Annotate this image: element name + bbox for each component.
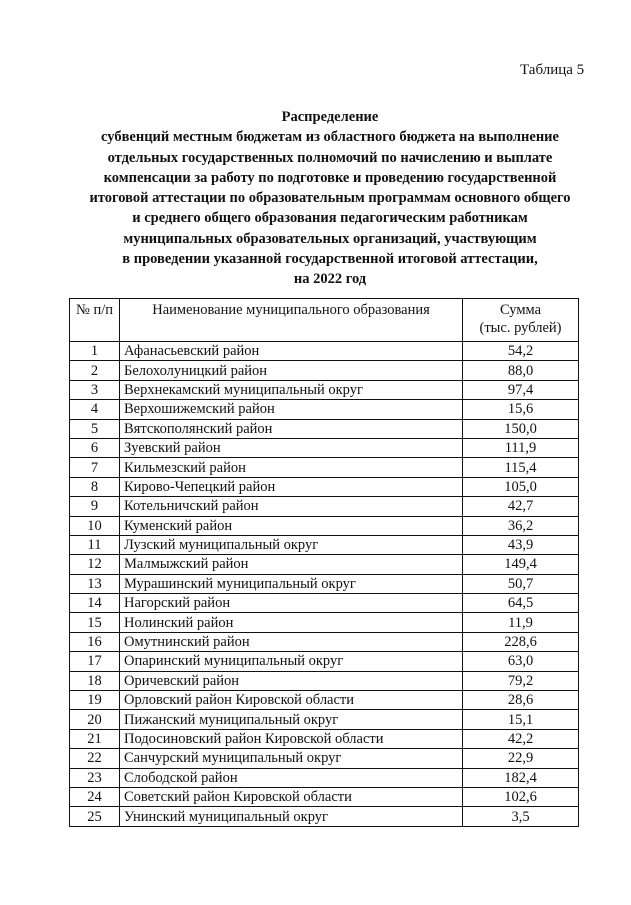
heading-line: субвенций местным бюджетам из областного бюджета на выполнение bbox=[101, 129, 559, 146]
subsidy-amount: 54,2 bbox=[463, 342, 579, 361]
table-number-label: Таблица 5 bbox=[520, 62, 585, 78]
subsidy-amount: 64,5 bbox=[463, 594, 579, 613]
heading-line: на 2022 год bbox=[293, 271, 367, 288]
subsidy-amount: 42,2 bbox=[463, 729, 579, 748]
table-row bbox=[70, 516, 579, 535]
table-row bbox=[70, 458, 579, 477]
header-num: № п/п bbox=[70, 299, 120, 342]
subsidy-amount: 79,2 bbox=[463, 671, 579, 690]
municipality-name: Опаринский муниципальный округ bbox=[120, 652, 463, 671]
municipality-name: Унинский муниципальный округ bbox=[120, 807, 463, 826]
subsidy-amount: 105,0 bbox=[463, 477, 579, 496]
table-header-row bbox=[70, 299, 579, 342]
subsidy-amount: 88,0 bbox=[463, 361, 579, 380]
row-number: 3 bbox=[70, 380, 120, 399]
row-number: 25 bbox=[70, 807, 120, 826]
header-sum-line1: Сумма bbox=[499, 302, 542, 318]
subsidy-amount: 42,7 bbox=[463, 497, 579, 516]
row-number: 17 bbox=[70, 652, 120, 671]
municipality-name: Санчурский муниципальный округ bbox=[120, 749, 463, 768]
heading-line: и среднего общего образования педагогическим работникам bbox=[132, 210, 528, 227]
table-row bbox=[70, 691, 579, 710]
document-heading bbox=[60, 107, 600, 290]
subsidy-amount: 11,9 bbox=[463, 613, 579, 632]
row-number: 19 bbox=[70, 691, 120, 710]
table-row bbox=[70, 768, 579, 787]
row-number: 12 bbox=[70, 555, 120, 574]
heading-line: компенсации за работу по подготовке и проведению государственной bbox=[103, 169, 557, 186]
table-row bbox=[70, 594, 579, 613]
heading-line: муниципальных образовательных организаций, участвующим bbox=[123, 230, 537, 247]
row-number: 1 bbox=[70, 342, 120, 361]
table-row bbox=[70, 380, 579, 399]
subsidy-amount: 115,4 bbox=[463, 458, 579, 477]
municipality-name: Кирово-Чепецкий район bbox=[120, 477, 463, 496]
table-row bbox=[70, 807, 579, 826]
header-sum-line2: (тыс. рублей) bbox=[479, 320, 562, 336]
row-number: 4 bbox=[70, 400, 120, 419]
municipality-name: Омутнинский район bbox=[120, 632, 463, 651]
municipality-name: Нолинский район bbox=[120, 613, 463, 632]
table-row bbox=[70, 419, 579, 438]
table-row bbox=[70, 574, 579, 593]
municipality-name: Кильмезский район bbox=[120, 458, 463, 477]
subsidy-amount: 3,5 bbox=[463, 807, 579, 826]
row-number: 2 bbox=[70, 361, 120, 380]
municipality-name: Котельничский район bbox=[120, 497, 463, 516]
municipality-name: Советский район Кировской области bbox=[120, 787, 463, 806]
heading-line: в проведении указанной государственной итоговой аттестации, bbox=[122, 251, 538, 268]
table-body bbox=[70, 342, 579, 827]
distribution-table bbox=[69, 298, 579, 827]
row-number: 24 bbox=[70, 787, 120, 806]
municipality-name: Мурашинский муниципальный округ bbox=[120, 574, 463, 593]
table-row bbox=[70, 710, 579, 729]
table-row bbox=[70, 342, 579, 361]
municipality-name: Верхошижемский район bbox=[120, 400, 463, 419]
row-number: 16 bbox=[70, 632, 120, 651]
municipality-name: Лузский муниципальный округ bbox=[120, 535, 463, 554]
row-number: 7 bbox=[70, 458, 120, 477]
table-row bbox=[70, 632, 579, 651]
table-row bbox=[70, 477, 579, 496]
row-number: 15 bbox=[70, 613, 120, 632]
subsidy-amount: 97,4 bbox=[463, 380, 579, 399]
municipality-name: Слободской район bbox=[120, 768, 463, 787]
table-row bbox=[70, 787, 579, 806]
subsidy-amount: 149,4 bbox=[463, 555, 579, 574]
table-row bbox=[70, 729, 579, 748]
subsidy-amount: 15,1 bbox=[463, 710, 579, 729]
municipality-name: Афанасьевский район bbox=[120, 342, 463, 361]
row-number: 5 bbox=[70, 419, 120, 438]
subsidy-amount: 43,9 bbox=[463, 535, 579, 554]
row-number: 23 bbox=[70, 768, 120, 787]
subsidy-amount: 182,4 bbox=[463, 768, 579, 787]
heading-title: Распределение bbox=[281, 109, 379, 125]
row-number: 22 bbox=[70, 749, 120, 768]
heading-line: отдельных государственных полномочий по начислению и выплате bbox=[107, 149, 553, 166]
municipality-name: Куменский район bbox=[120, 516, 463, 535]
table-row bbox=[70, 438, 579, 457]
table-row bbox=[70, 613, 579, 632]
subsidy-amount: 50,7 bbox=[463, 574, 579, 593]
header-sum bbox=[463, 299, 579, 342]
row-number: 20 bbox=[70, 710, 120, 729]
municipality-name: Оричевский район bbox=[120, 671, 463, 690]
table-row bbox=[70, 652, 579, 671]
subsidy-amount: 28,6 bbox=[463, 691, 579, 710]
municipality-name: Подосиновский район Кировской области bbox=[120, 729, 463, 748]
row-number: 8 bbox=[70, 477, 120, 496]
row-number: 11 bbox=[70, 535, 120, 554]
row-number: 13 bbox=[70, 574, 120, 593]
subsidy-amount: 228,6 bbox=[463, 632, 579, 651]
row-number: 10 bbox=[70, 516, 120, 535]
subsidy-amount: 36,2 bbox=[463, 516, 579, 535]
municipality-name: Пижанский муниципальный округ bbox=[120, 710, 463, 729]
table-row bbox=[70, 361, 579, 380]
row-number: 9 bbox=[70, 497, 120, 516]
table-row bbox=[70, 400, 579, 419]
municipality-name: Зуевский район bbox=[120, 438, 463, 457]
table-row bbox=[70, 555, 579, 574]
row-number: 6 bbox=[70, 438, 120, 457]
subsidy-amount: 63,0 bbox=[463, 652, 579, 671]
municipality-name: Белохолуницкий район bbox=[120, 361, 463, 380]
table-row bbox=[70, 497, 579, 516]
heading-line: итоговой аттестации по образовательным программам основного общего bbox=[89, 190, 571, 207]
municipality-name: Нагорский район bbox=[120, 594, 463, 613]
municipality-name: Малмыжский район bbox=[120, 555, 463, 574]
row-number: 18 bbox=[70, 671, 120, 690]
table-row bbox=[70, 671, 579, 690]
subsidy-amount: 15,6 bbox=[463, 400, 579, 419]
subsidy-amount: 22,9 bbox=[463, 749, 579, 768]
subsidy-amount: 111,9 bbox=[463, 438, 579, 457]
municipality-name: Орловский район Кировской области bbox=[120, 691, 463, 710]
table-row bbox=[70, 749, 579, 768]
row-number: 14 bbox=[70, 594, 120, 613]
municipality-name: Верхнекамский муниципальный округ bbox=[120, 380, 463, 399]
subsidy-amount: 150,0 bbox=[463, 419, 579, 438]
header-name: Наименование муниципального образования bbox=[120, 299, 463, 342]
municipality-name: Вятскополянский район bbox=[120, 419, 463, 438]
subsidy-amount: 102,6 bbox=[463, 787, 579, 806]
table-row bbox=[70, 535, 579, 554]
row-number: 21 bbox=[70, 729, 120, 748]
